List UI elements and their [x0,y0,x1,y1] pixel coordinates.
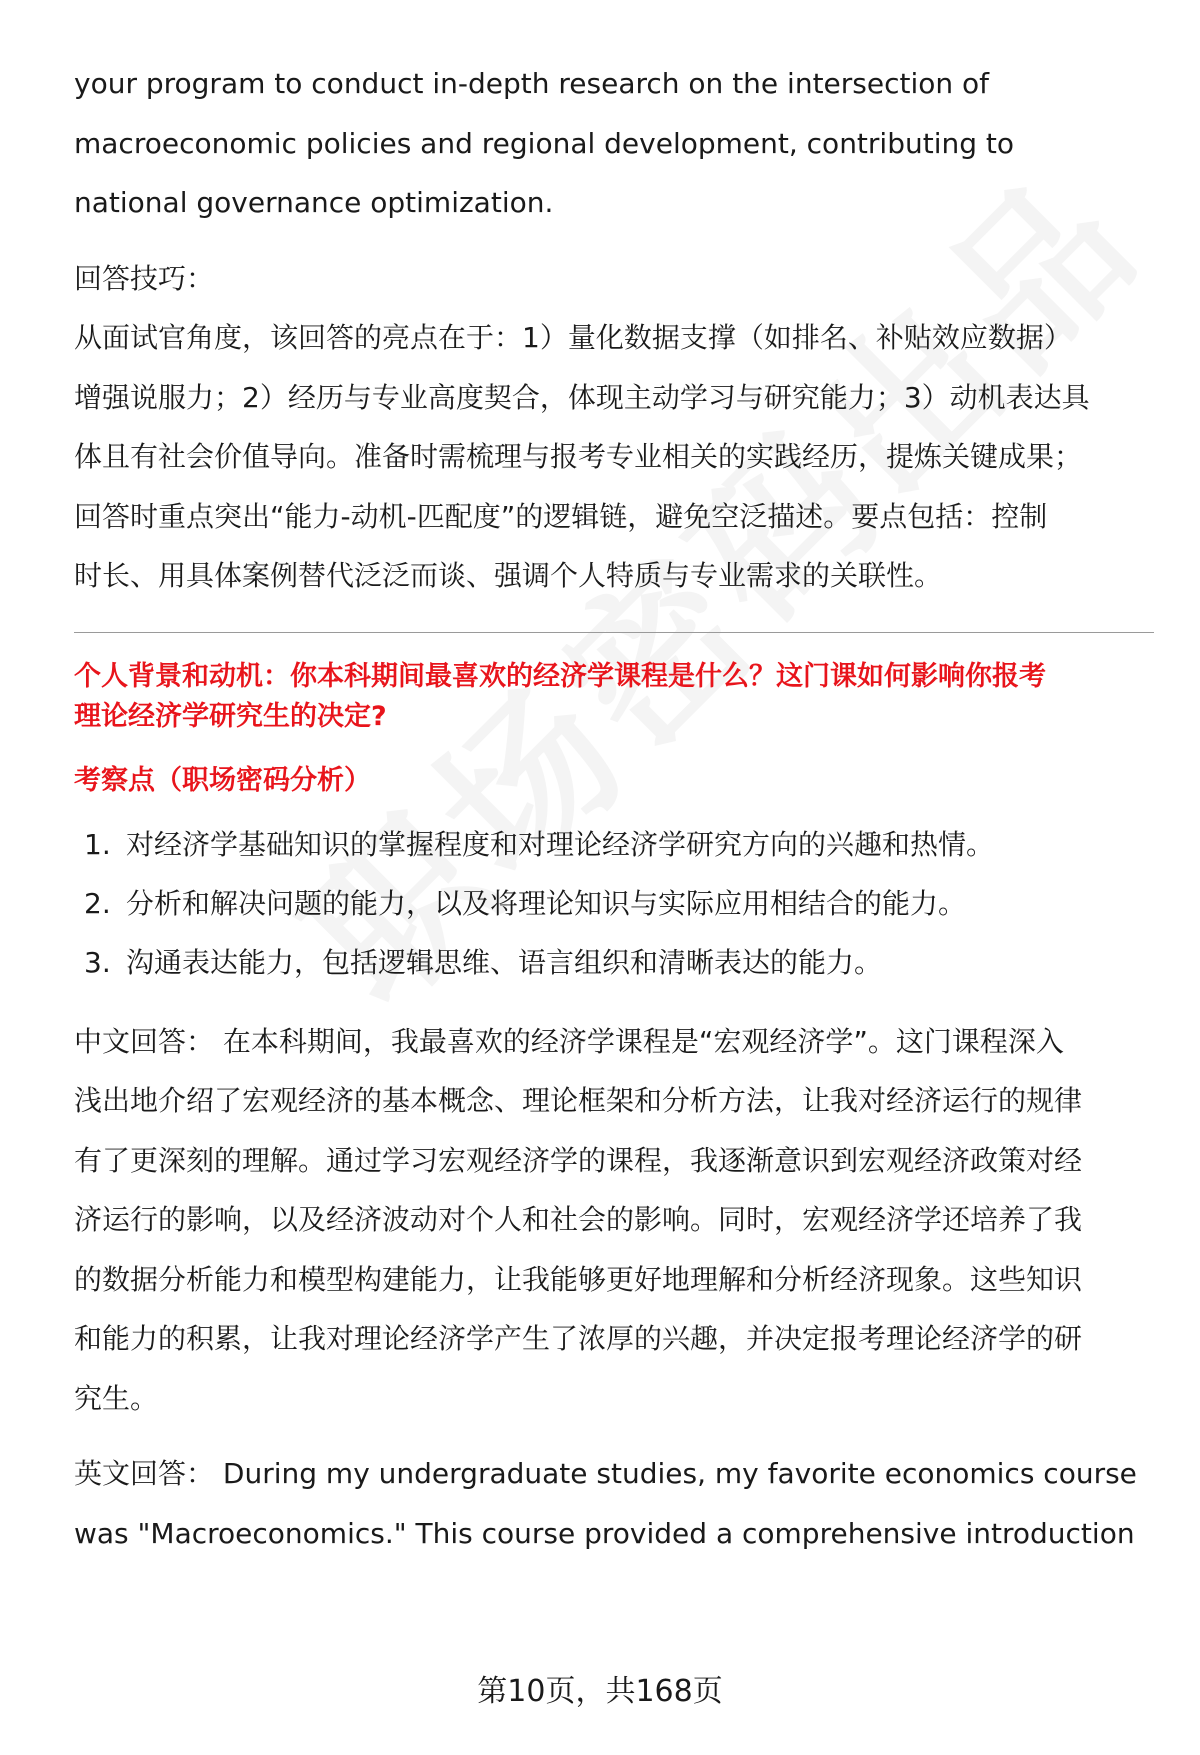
text-line: your program to conduct in-depth research on the intersection of [74,67,990,100]
text-line: 英文回答： During my undergraduate studies, my favorite economics course [74,1457,1137,1490]
list-text: 分析和解决问题的能力，以及将理论知识与实际应用相结合的能力。 [126,886,967,920]
text-line: macroeconomic policies and regional development, contributing to [74,126,1015,160]
text-line: 回答时重点突出“能力-动机-匹配度”的逻辑链，避免空泛描述。要点包括：控制 [74,499,1048,533]
english-answer [74,1444,1154,1563]
chinese-answer [74,1012,1154,1429]
text-line: 的数据分析能力和模型构建能力，让我能够更好地理解和分析经济现象。这些知识 [74,1262,1083,1296]
text-line: 增强说服力；2）经历与专业高度契合，体现主动学习与研究能力；3）动机表达具 [74,380,1090,414]
question-line: 个人背景和动机：你本科期间最喜欢的经济学课程是什么？这门课如何影响你报考 [74,660,1046,692]
list-number: 2. [84,886,111,920]
text-line: 浅出地介绍了宏观经济的基本概念、理论框架和分析方法，让我对经济运行的规律 [74,1084,1083,1117]
list-item [74,874,1154,933]
intro-paragraph [74,54,1154,233]
text-line: 济运行的影响，以及经济波动对个人和社会的影响。同时，宏观经济学还培养了我 [74,1203,1083,1236]
text-line: 从面试官角度，该回答的亮点在于：1）量化数据支撑（如排名、补贴效应数据） [74,321,1072,354]
text-line: national governance optimization. [74,186,554,219]
list-text: 对经济学基础知识的掌握程度和对理论经济学研究方向的兴趣和热情。 [126,827,995,861]
answer-tips [74,249,1154,606]
list-number: 3. [84,945,111,979]
list-text: 沟通表达能力，包括逻辑思维、语言组织和清晰表达的能力。 [126,945,883,979]
text-line: 中文回答： 在本科期间，我最喜欢的经济学课程是“宏观经济学”。这门课程深入 [74,1024,1064,1058]
text-line: 有了更深刻的理解。通过学习宏观经济学的课程，我逐渐意识到宏观经济政策对经 [74,1143,1083,1177]
text-line: 和能力的积累，让我对理论经济学产生了浓厚的兴趣，并决定报考理论经济学的研 [74,1322,1083,1355]
list-item [74,815,1154,874]
key-points-title: 考察点（职场密码分析） [74,764,371,796]
document-page [74,54,1154,1563]
text-line: was "Macroeconomics." This course provided a comprehensive introduction [74,1516,1135,1550]
tips-label: 回答技巧： [74,261,215,295]
key-points-list [74,815,1154,992]
list-number: 1. [84,827,111,861]
question-line: 理论经济学研究生的决定? [74,700,387,732]
list-item [74,933,1154,992]
text-line: 究生。 [74,1381,159,1415]
question-heading [74,657,1154,737]
text-line: 体且有社会价值导向。准备时需梳理与报考专业相关的实践经历，提炼关键成果； [74,440,1083,473]
text-line: 时长、用具体案例替代泛泛而谈、强调个人特质与专业需求的关联性。 [74,559,943,592]
page-number: 第10页，共168页 [477,1674,723,1709]
section-divider [74,632,1154,633]
